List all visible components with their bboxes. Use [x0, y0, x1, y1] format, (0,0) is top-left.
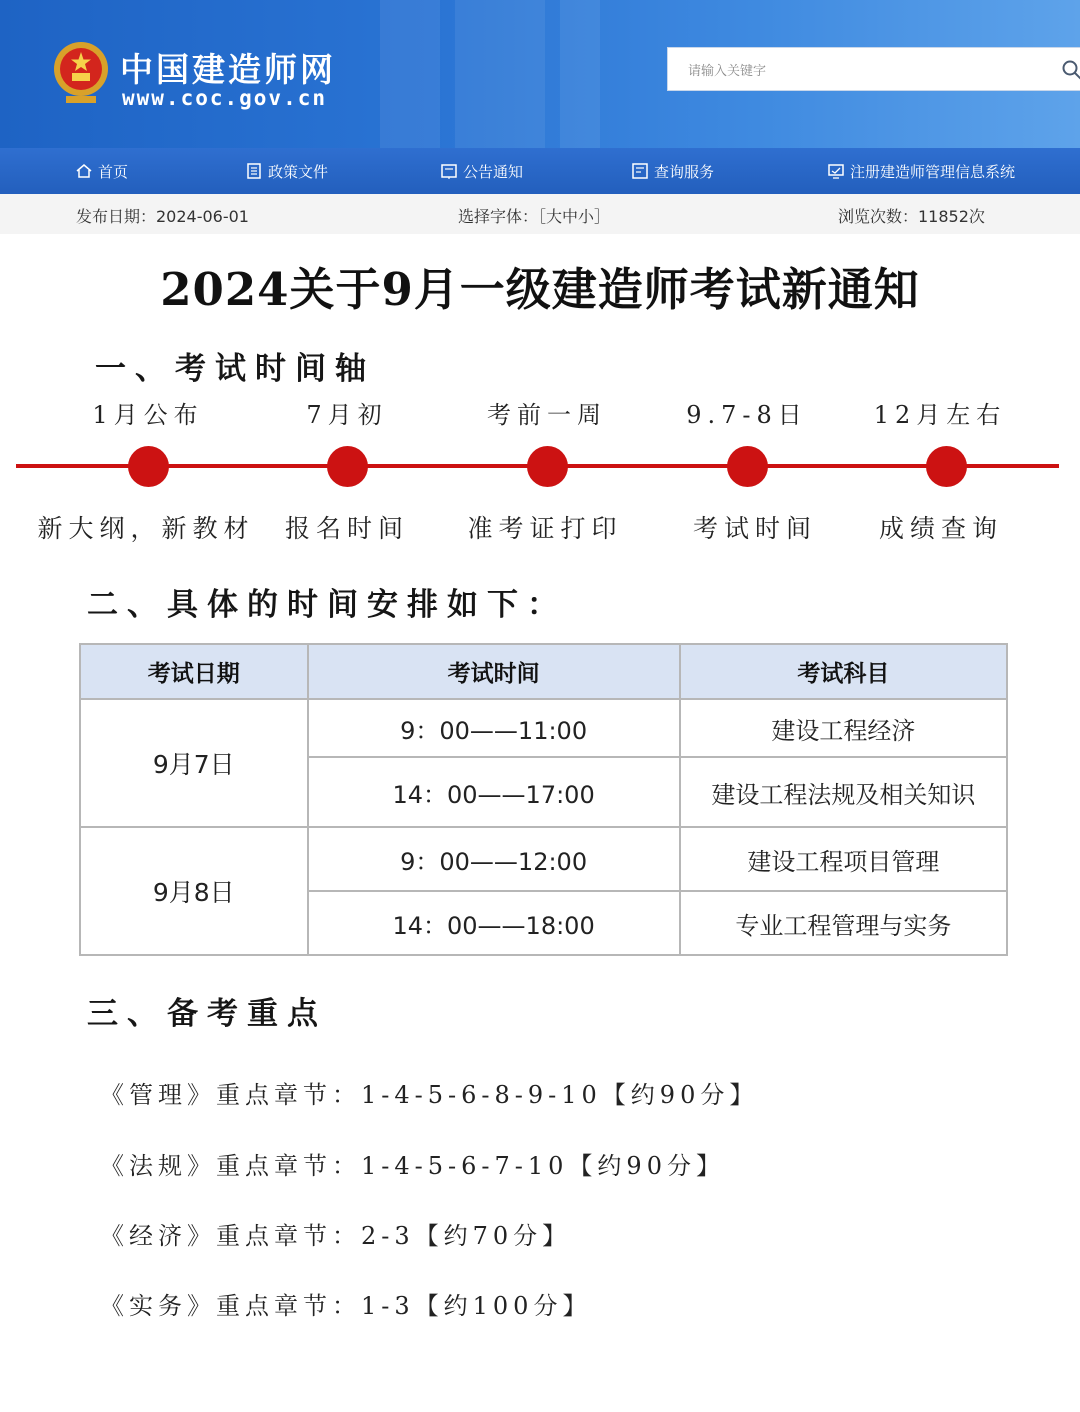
timeline-dot — [727, 446, 768, 487]
publish-date: 发布日期：2024-06-01 — [76, 207, 249, 226]
notice-icon — [440, 162, 458, 180]
column-header: 考试日期 — [80, 644, 308, 699]
nav-item-label: 首页 — [98, 162, 129, 181]
site-name[interactable]: 中国建造师网 — [120, 50, 336, 89]
exam-date-cell: 9月7日 — [80, 699, 308, 827]
query-icon — [631, 162, 649, 180]
timeline-when: 考前一周 — [487, 401, 607, 429]
focus-item: 《经济》重点章节：2-3【约70分】 — [100, 1222, 572, 1250]
national-emblem-icon[interactable] — [52, 40, 110, 106]
focus-item: 《管理》重点章节：1-4-5-6-8-9-10【约90分】 — [100, 1081, 759, 1109]
exam-time-cell: 9：00——11:00 — [308, 699, 680, 757]
nav-item-label: 注册建造师管理信息系统 — [850, 162, 1016, 181]
nav-item-home[interactable] — [75, 148, 128, 194]
search-input[interactable] — [686, 59, 1050, 83]
exam-schedule-table — [79, 643, 1008, 956]
search-box[interactable] — [667, 47, 1080, 91]
exam-subject-cell: 建设工程项目管理 — [680, 827, 1007, 891]
font-size-selector[interactable]: 选择字体：［大中小］ — [458, 207, 611, 226]
timeline-when: 12月左右 — [873, 401, 1007, 429]
table-header-row — [80, 644, 1007, 699]
nav-item-policy[interactable] — [245, 148, 328, 194]
timeline-when: 9.7-8日 — [686, 401, 808, 429]
nav-item-query[interactable] — [631, 148, 714, 194]
exam-subject-cell: 建设工程法规及相关知识 — [680, 757, 1007, 827]
column-header: 考试科目 — [680, 644, 1007, 699]
nav-item-label: 政策文件 — [268, 162, 329, 181]
view-count: 浏览次数：11852次 — [838, 207, 985, 226]
section-heading-focus: 三、备考重点 — [87, 996, 327, 1032]
timeline-dot — [128, 446, 169, 487]
home-icon — [75, 162, 93, 180]
timeline-event: 报名时间 — [284, 514, 409, 543]
exam-time-cell: 14：00——18:00 — [308, 891, 680, 955]
focus-item: 《实务》重点章节：1-3【约100分】 — [100, 1292, 592, 1320]
article-title: 2024关于9月一级建造师考试新通知 — [160, 263, 920, 316]
exam-date-cell: 9月8日 — [80, 827, 308, 955]
banner-decoration — [560, 0, 600, 148]
section-heading-schedule: 二、具体的时间安排如下： — [87, 587, 567, 623]
timeline-dot — [527, 446, 568, 487]
timeline-when: 1月公布 — [92, 401, 204, 429]
site-url[interactable]: www.coc.gov.cn — [122, 86, 328, 110]
column-header: 考试时间 — [308, 644, 680, 699]
exam-subject-cell: 专业工程管理与实务 — [680, 891, 1007, 955]
main-nav — [0, 148, 1080, 194]
search-icon[interactable] — [1062, 60, 1080, 80]
table-row — [80, 699, 1007, 757]
document-icon — [245, 162, 263, 180]
banner-decoration — [380, 0, 440, 148]
banner-decoration — [455, 0, 545, 148]
timeline-event: 考试时间 — [692, 514, 817, 543]
exam-time-cell: 9：00——12:00 — [308, 827, 680, 891]
nav-item-label: 查询服务 — [654, 162, 715, 181]
exam-time-cell: 14：00——17:00 — [308, 757, 680, 827]
timeline-event: 准考证打印 — [467, 514, 623, 543]
article-info-bar — [0, 194, 1080, 234]
exam-subject-cell: 建设工程经济 — [680, 699, 1007, 757]
site-banner — [0, 0, 1080, 148]
timeline-dot — [926, 446, 967, 487]
nav-item-system[interactable] — [827, 148, 1015, 194]
timeline-when: 7月初 — [306, 401, 388, 429]
timeline-dot — [327, 446, 368, 487]
system-icon — [827, 162, 845, 180]
nav-item-notice[interactable] — [440, 148, 523, 194]
table-row — [80, 827, 1007, 891]
focus-item: 《法规》重点章节：1-4-5-6-7-10【约90分】 — [100, 1152, 725, 1180]
timeline-event: 成绩查询 — [878, 514, 1003, 543]
section-heading-timeline: 一、考试时间轴 — [95, 351, 375, 387]
nav-item-label: 公告通知 — [463, 162, 524, 181]
timeline-event: 新大纲，新教材 — [37, 514, 255, 543]
